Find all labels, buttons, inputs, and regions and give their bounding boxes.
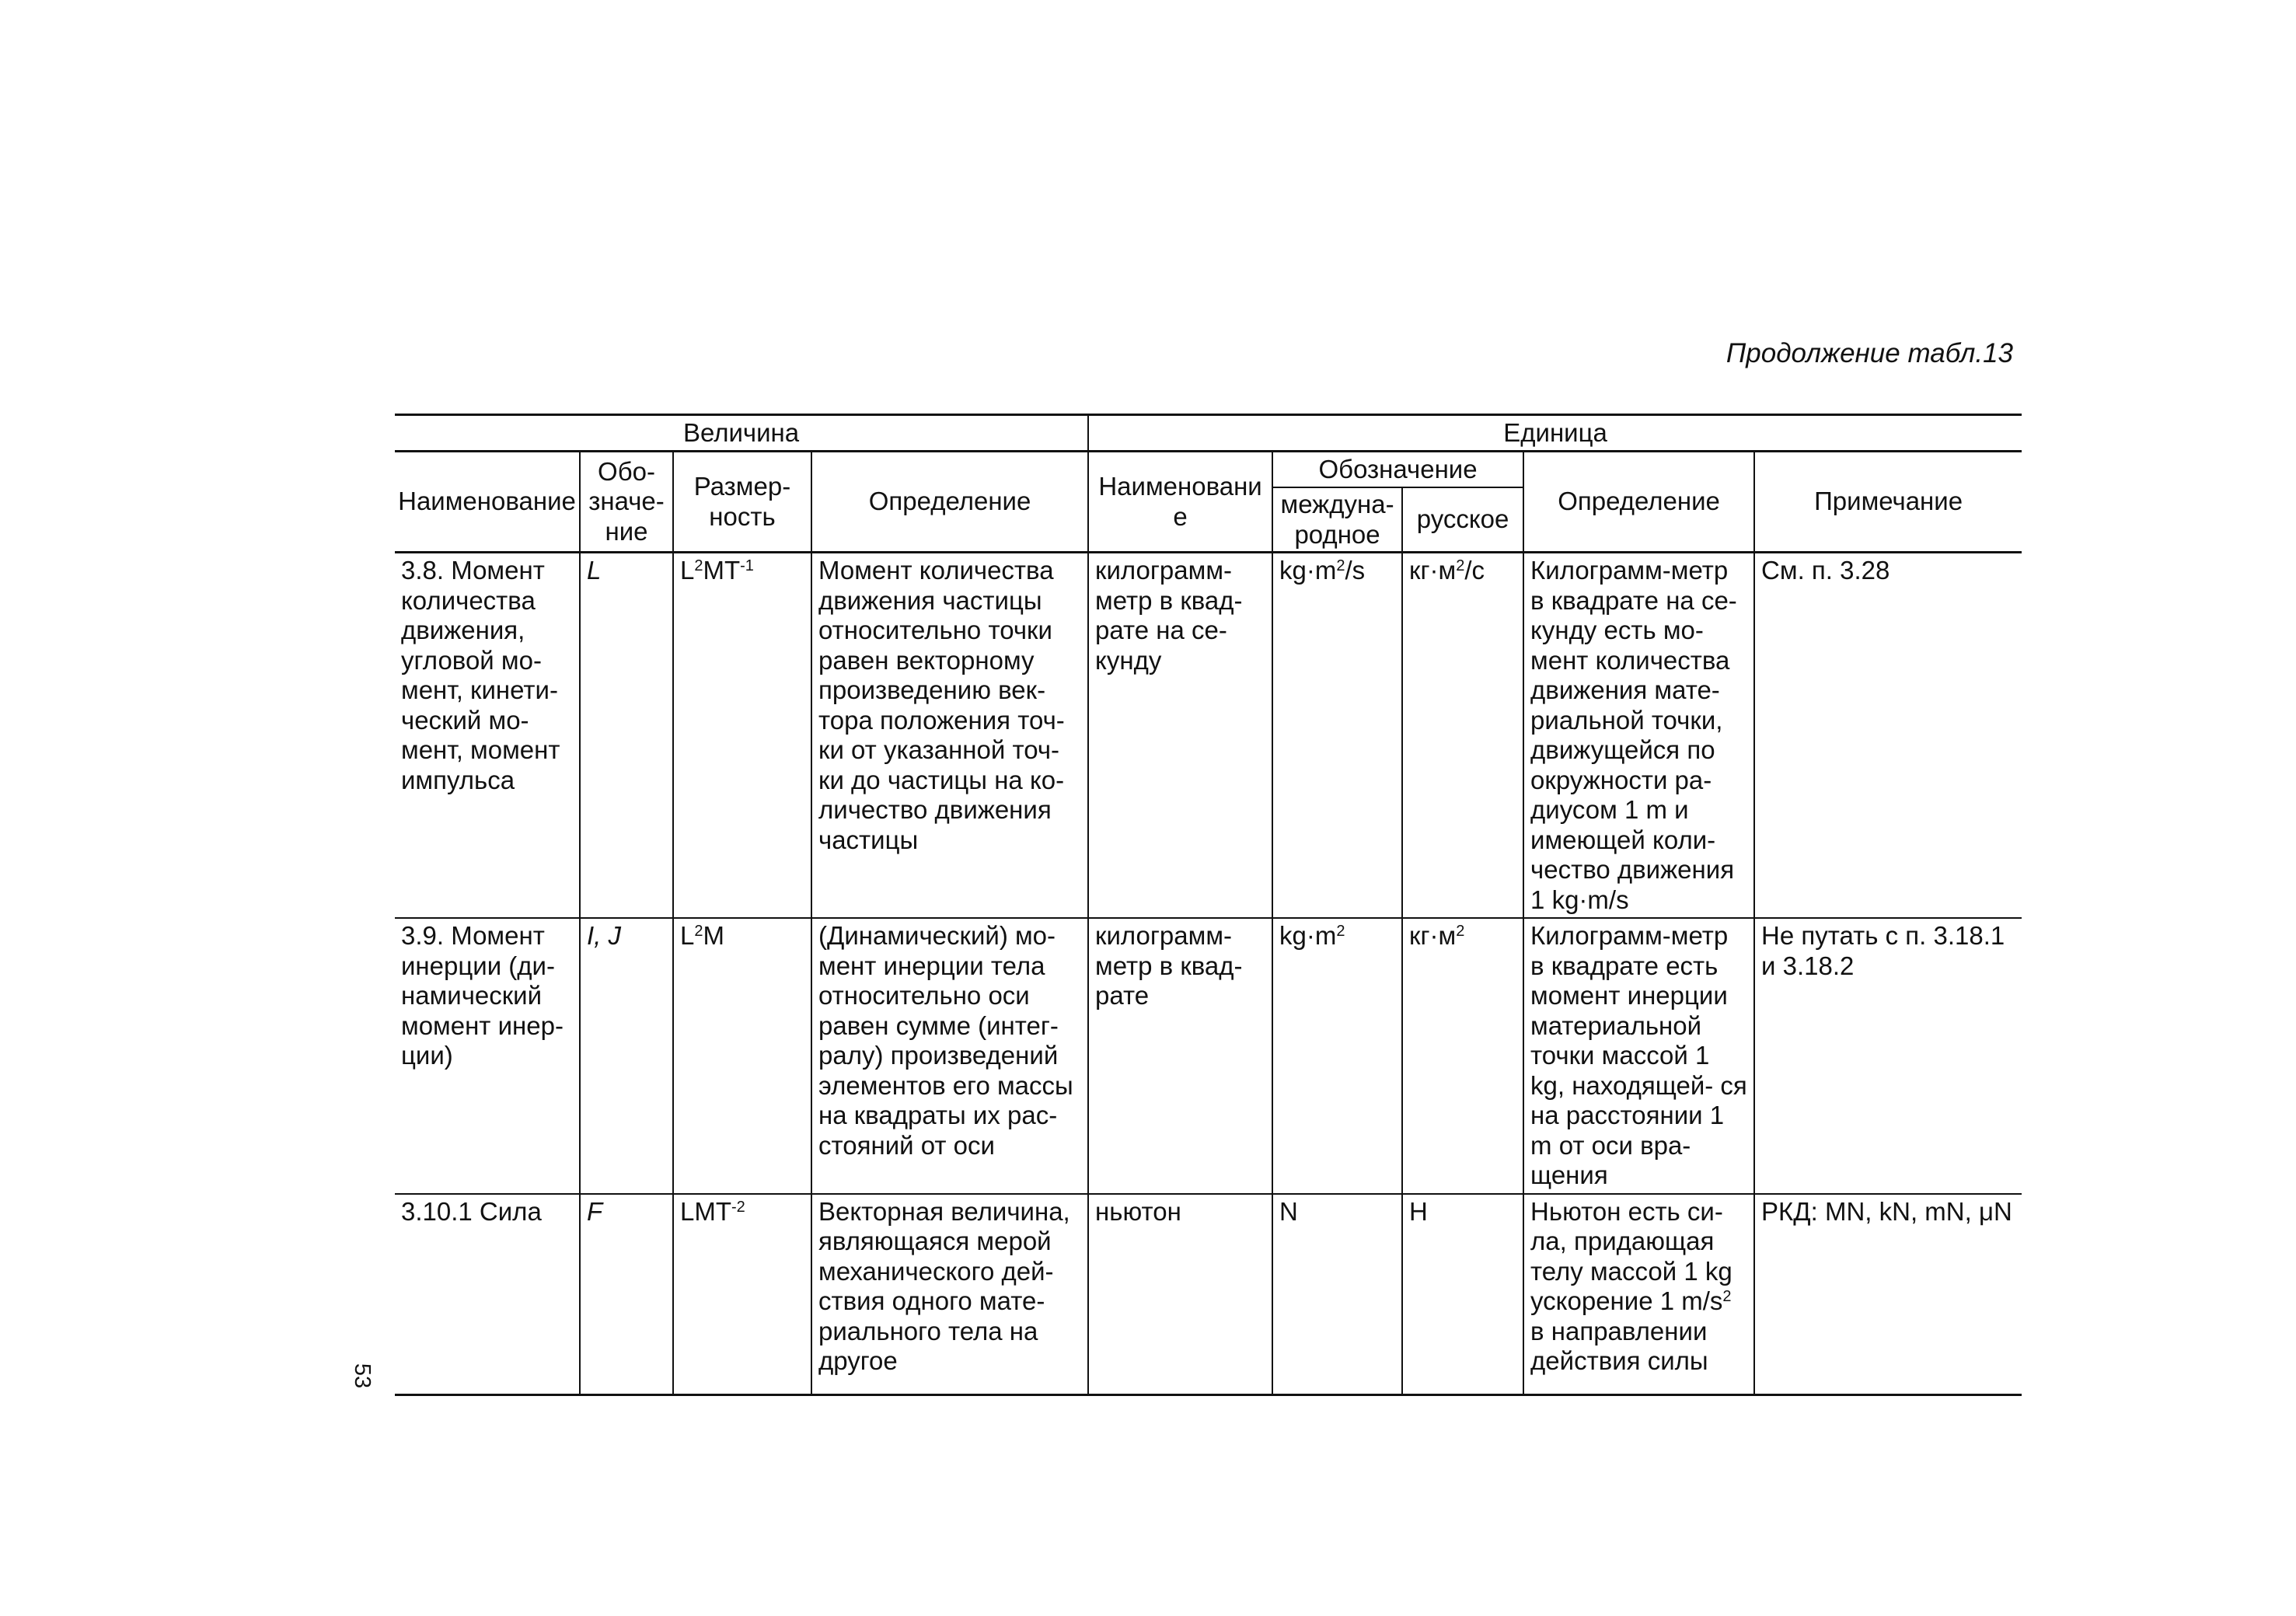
header-symbol-line: ние (605, 516, 648, 546)
header-unit-definition: Определение (1523, 452, 1754, 553)
cell-intl-symbol: $kg\cdot m^2/s$ (1272, 553, 1402, 919)
page-number: 53 (350, 1363, 375, 1389)
header-symbol-line: значе- (588, 487, 665, 516)
cell-unit-name: ньютон (1088, 1194, 1272, 1395)
cell-symbol: I, J (580, 918, 673, 1194)
header-dimension (673, 452, 811, 553)
header-intl (1272, 487, 1402, 553)
header-intl-line: междуна- (1280, 490, 1394, 518)
header-dimension-line: Размер- (693, 472, 791, 501)
cell-russian-symbol: $кг\cdot м^2/с$ (1402, 553, 1523, 919)
table-caption: Продолжение табл.13 (1725, 338, 2013, 368)
cell-note: Не путать с п. 3.18.1 и 3.18.2 (1754, 918, 2022, 1194)
header-symbol (580, 452, 673, 553)
cell-dimension: $L^2M$ (673, 918, 811, 1194)
cell-unit-name: килограмм- метр в квад- рате (1088, 918, 1272, 1194)
cell-unit-name: килограмм- метр в квад- рате на се- кунду (1088, 553, 1272, 919)
cell-note: См. п. 3.28 (1754, 553, 2022, 919)
cell-unit-definition: Ньютон есть си- ла, придающая телу массой 1 kg ускорение 1 $m/s^2$ в направлении действия силы (1523, 1194, 1754, 1395)
header-unit-symbol: Обозначение (1272, 452, 1523, 488)
header-intl-line: родное (1294, 519, 1380, 549)
header-name: Наименование (395, 452, 580, 553)
cell-russian-symbol: Н (1402, 1194, 1523, 1395)
table-row (395, 918, 2022, 1194)
cell-dimension: $L^2MT^{-1}$ (673, 553, 811, 919)
cell-name: 3.9. Момент инерции (ди- намический момент инер- ции) (395, 918, 580, 1194)
table-row (395, 553, 2022, 919)
cell-name: 3.8. Момент количества движения, угловой мо- мент, кинети- ческий мо- мент, момент импульса (395, 553, 580, 919)
cell-symbol: L (580, 553, 673, 919)
cell-symbol: F (580, 1194, 673, 1395)
units-table (395, 414, 2022, 1396)
table-row (395, 1194, 2022, 1395)
cell-definition: (Динамический) мо- мент инерции тела относительно оси равен сумме (интег- ралу) произведений элементов его массы на квадраты их рас- стояний от оси (811, 918, 1088, 1194)
cell-russian-symbol: $кг\cdot м^2$ (1402, 918, 1523, 1194)
cell-note: РКД: MN, kN, mN, μN (1754, 1194, 2022, 1395)
header-unit-name: Наименование (1088, 452, 1272, 553)
header-symbol-line: Обо- (598, 456, 655, 486)
cell-intl-symbol: N (1272, 1194, 1402, 1395)
header-dimension-line: ность (709, 501, 776, 531)
header-quantity-group: Величина (395, 415, 1088, 452)
cell-unit-definition: Килограмм-метр в квадрате есть момент инерции материальной точки массой 1 kg, находящей- ся на расстоянии 1 m от оси вра- щения (1523, 918, 1754, 1194)
header-definition: Определение (811, 452, 1088, 553)
cell-name: 3.10.1 Сила (395, 1194, 580, 1395)
cell-dimension: $LMT^{-2}$ (673, 1194, 811, 1395)
cell-intl-symbol: $kg\cdot m^2$ (1272, 918, 1402, 1194)
header-unit-group: Единица (1088, 415, 2022, 452)
header-note: Примечание (1754, 452, 2022, 553)
cell-definition: Векторная величина, являющаяся мерой механического дей- ствия одного мате- риального тела на другое (811, 1194, 1088, 1395)
cell-definition: Момент количества движения частицы относительно точки равен векторному произведению век- тора положения точ- ки от указанной точ- ки до частицы на ко- личество движения частицы (811, 553, 1088, 919)
cell-unit-definition: Килограмм-метр в квадрате на се- кунду есть мо- мент количества движения мате- риальной точки, движущейся по окружности ра- диусом 1 m и имеющей коли- чество движения 1 kg·m/s (1523, 553, 1754, 919)
header-russian: русское (1402, 487, 1523, 553)
